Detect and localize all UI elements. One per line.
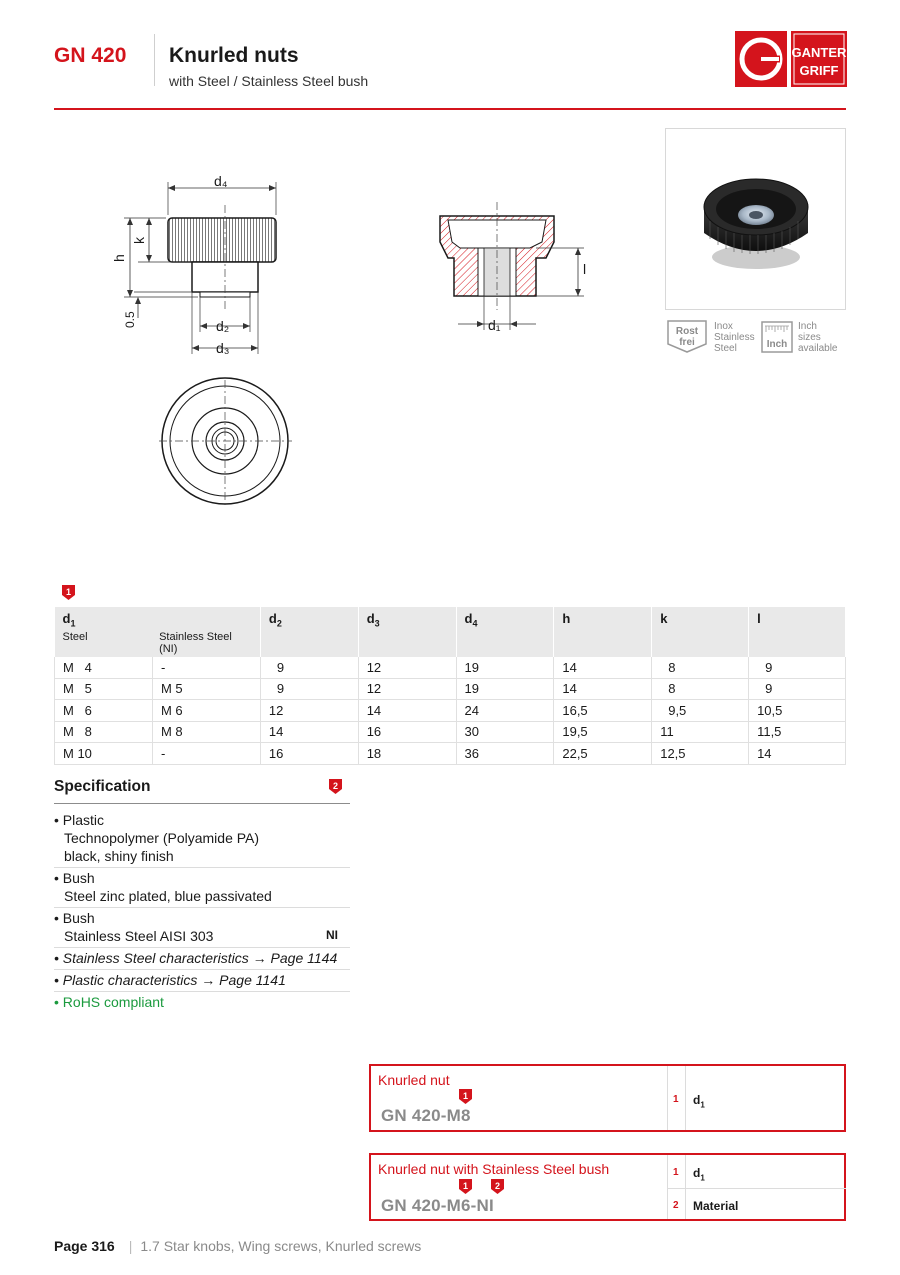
col-d3-sub: 3 bbox=[374, 618, 380, 629]
col-d2-sub: 2 bbox=[276, 618, 282, 629]
cell-steel: M 4 bbox=[55, 657, 153, 679]
spec-line: • Plastic bbox=[54, 812, 105, 828]
cell-h: 16,5 bbox=[554, 700, 652, 722]
col-d4-label: d bbox=[464, 611, 473, 626]
dimensions-table bbox=[54, 607, 846, 765]
cell-steel: M 8 bbox=[55, 721, 153, 743]
cell-steel: M 10 bbox=[55, 743, 153, 765]
order-marker-text: 1 bbox=[462, 1091, 469, 1101]
section-name: 1.7 Star knobs, Wing screws, Knurled screws bbox=[140, 1238, 422, 1254]
cell-ni: M 5 bbox=[152, 678, 260, 700]
cell-d3: 12 bbox=[358, 678, 456, 700]
feature-badges bbox=[665, 318, 846, 362]
dim-d3: d₃ bbox=[216, 340, 230, 356]
cell-d4: 19 bbox=[456, 657, 554, 679]
cell-d3: 18 bbox=[358, 743, 456, 765]
col-d2 bbox=[260, 607, 358, 657]
col-l: l bbox=[749, 607, 846, 657]
frei-text: frei bbox=[679, 337, 695, 348]
order-key-sub: 1 bbox=[700, 1100, 705, 1110]
cell-l: 14 bbox=[749, 743, 846, 765]
order-key-sub: 1 bbox=[700, 1173, 705, 1183]
cell-h: 14 bbox=[554, 657, 652, 679]
inch-text: Inch bbox=[766, 339, 788, 350]
spec-line: black, shiny finish bbox=[64, 848, 174, 864]
spec-link-stainless[interactable]: • Stainless Steel characteristics → Page 1144 bbox=[54, 948, 350, 970]
order-row-divider bbox=[667, 1188, 846, 1189]
section-view bbox=[440, 202, 586, 333]
side-view bbox=[111, 173, 276, 356]
spec-link-plastic[interactable]: • Plastic characteristics → Page 1141 bbox=[54, 970, 350, 992]
cell-d2: 12 bbox=[260, 700, 358, 722]
logo-text-griff: GRIFF bbox=[799, 63, 839, 78]
page-subtitle: with Steel / Stainless Steel bush bbox=[169, 73, 369, 89]
spec-item-bush-stainless bbox=[54, 908, 350, 948]
col-d4-sub: 4 bbox=[472, 618, 478, 629]
col-d1 bbox=[55, 607, 261, 657]
rostfrei-icon bbox=[665, 318, 709, 354]
cell-ni: - bbox=[152, 743, 260, 765]
cell-ni: M 6 bbox=[152, 700, 260, 722]
spec-item-rohs: • RoHS compliant bbox=[54, 994, 164, 1010]
order-key-name: Material bbox=[693, 1199, 739, 1213]
cell-k: 11 bbox=[652, 721, 749, 743]
spec-line: Steel zinc plated, blue passivated bbox=[64, 888, 272, 904]
stainless-line: Stainless bbox=[714, 332, 755, 343]
steel-line: Steel bbox=[714, 343, 737, 354]
order-divider bbox=[685, 1155, 686, 1219]
col-d4 bbox=[456, 607, 554, 657]
order-label: Knurled nut with Stainless Steel bush bbox=[378, 1161, 610, 1177]
order-divider bbox=[667, 1066, 668, 1130]
specification-list bbox=[54, 810, 350, 1013]
cell-h: 14 bbox=[554, 678, 652, 700]
cell-d2: 16 bbox=[260, 743, 358, 765]
spec-item-bush-steel bbox=[54, 868, 350, 908]
table-header-row bbox=[55, 607, 846, 657]
inox-label bbox=[714, 321, 755, 354]
table-row bbox=[55, 657, 846, 679]
col-d2-label: d bbox=[268, 611, 277, 626]
cell-l: 9 bbox=[749, 657, 846, 679]
technical-drawing bbox=[54, 160, 614, 520]
footer-separator: | bbox=[128, 1238, 133, 1254]
cell-ni: - bbox=[152, 657, 260, 679]
cell-l: 9 bbox=[749, 678, 846, 700]
knurled-nut-image bbox=[666, 129, 845, 309]
dim-k: k bbox=[131, 237, 147, 244]
cell-d4: 30 bbox=[456, 721, 554, 743]
page-footer bbox=[54, 1238, 421, 1254]
order-marker-icon bbox=[459, 1179, 472, 1194]
dim-offset: 0.5 bbox=[123, 311, 137, 328]
cell-steel: M 5 bbox=[55, 678, 153, 700]
cell-d2: 14 bbox=[260, 721, 358, 743]
rost-text: Rost bbox=[675, 326, 699, 337]
col-h: h bbox=[554, 607, 652, 657]
inox-line: Inox bbox=[714, 321, 733, 332]
spec-line: • Bush bbox=[54, 910, 95, 926]
cell-d3: 12 bbox=[358, 657, 456, 679]
cell-d2: 9 bbox=[260, 657, 358, 679]
spec-line: Technopolymer (Polyamide PA) bbox=[64, 830, 260, 846]
order-example-box bbox=[369, 1064, 846, 1132]
cell-d2: 9 bbox=[260, 678, 358, 700]
col-k: k bbox=[652, 607, 749, 657]
logo-text-ganter: GANTER bbox=[791, 45, 847, 60]
table-row bbox=[55, 700, 846, 722]
ganter-logo bbox=[735, 31, 847, 87]
table-marker-icon bbox=[62, 585, 75, 600]
inch-line: Inch bbox=[798, 321, 817, 332]
dim-h: h bbox=[111, 254, 127, 262]
cell-k: 8 bbox=[652, 657, 749, 679]
order-marker-text: 2 bbox=[494, 1181, 501, 1191]
order-key-name: d bbox=[693, 1093, 701, 1107]
cell-steel: M 6 bbox=[55, 700, 153, 722]
page-number: Page 316 bbox=[54, 1238, 115, 1254]
page-title: Knurled nuts bbox=[169, 44, 299, 67]
col-d1-sub: 1 bbox=[70, 618, 76, 629]
header-rule bbox=[54, 108, 846, 110]
cell-d4: 36 bbox=[456, 743, 554, 765]
order-code: GN 420-M8 bbox=[381, 1106, 471, 1125]
cell-d4: 24 bbox=[456, 700, 554, 722]
order-key-name: d bbox=[693, 1166, 701, 1180]
inch-ruler-icon bbox=[761, 321, 793, 353]
cell-k: 9,5 bbox=[652, 700, 749, 722]
product-photo bbox=[665, 128, 846, 310]
cell-d4: 19 bbox=[456, 678, 554, 700]
order-marker-icon bbox=[459, 1089, 472, 1104]
spec-marker-icon bbox=[329, 779, 342, 794]
product-code: GN 420 bbox=[54, 44, 127, 67]
col-d1-label: d bbox=[62, 611, 71, 626]
order-key bbox=[693, 1166, 705, 1182]
spec-item-plastic bbox=[54, 810, 350, 868]
available-line: available bbox=[798, 343, 838, 354]
cell-l: 11,5 bbox=[749, 721, 846, 743]
inch-sizes-label bbox=[798, 321, 837, 354]
cell-d3: 16 bbox=[358, 721, 456, 743]
spec-line: Stainless Steel AISI 303 bbox=[64, 928, 214, 944]
cell-d3: 14 bbox=[358, 700, 456, 722]
order-key-num: 2 bbox=[673, 1200, 679, 1211]
header-divider bbox=[154, 34, 155, 86]
col-d1-ni: Stainless Steel (NI) bbox=[159, 630, 232, 655]
col-d1-steel: Steel bbox=[62, 630, 88, 643]
order-divider bbox=[685, 1066, 686, 1130]
dim-d1: d₁ bbox=[488, 317, 501, 333]
cell-k: 12,5 bbox=[652, 743, 749, 765]
table-marker-text: 1 bbox=[65, 587, 72, 597]
order-example-box bbox=[369, 1153, 846, 1221]
dim-d2: d₂ bbox=[216, 318, 230, 334]
cell-ni: M 8 bbox=[152, 721, 260, 743]
table-row bbox=[55, 743, 846, 765]
order-divider bbox=[667, 1155, 668, 1219]
dim-d4: d₄ bbox=[214, 173, 228, 189]
ni-tag: NI bbox=[326, 928, 338, 942]
table-row bbox=[55, 678, 846, 700]
order-label: Knurled nut bbox=[378, 1072, 450, 1088]
spec-line: • Bush bbox=[54, 870, 95, 886]
top-view bbox=[159, 378, 292, 505]
order-marker-text: 1 bbox=[462, 1181, 469, 1191]
order-key-num: 1 bbox=[673, 1094, 679, 1105]
cell-h: 19,5 bbox=[554, 721, 652, 743]
sizes-line: sizes bbox=[798, 332, 821, 343]
specification-title: Specification bbox=[54, 778, 151, 795]
cell-k: 8 bbox=[652, 678, 749, 700]
order-marker-icon bbox=[491, 1179, 504, 1194]
cell-h: 22,5 bbox=[554, 743, 652, 765]
cell-l: 10,5 bbox=[749, 700, 846, 722]
order-code: GN 420-M6-NI bbox=[381, 1196, 494, 1215]
order-key bbox=[693, 1093, 705, 1109]
dim-l: l bbox=[583, 261, 587, 277]
order-key-num: 1 bbox=[673, 1167, 679, 1178]
col-d3-label: d bbox=[366, 611, 375, 626]
specification-rule bbox=[54, 803, 350, 804]
col-d3 bbox=[358, 607, 456, 657]
table-row bbox=[55, 721, 846, 743]
spec-marker-text: 2 bbox=[332, 781, 339, 791]
